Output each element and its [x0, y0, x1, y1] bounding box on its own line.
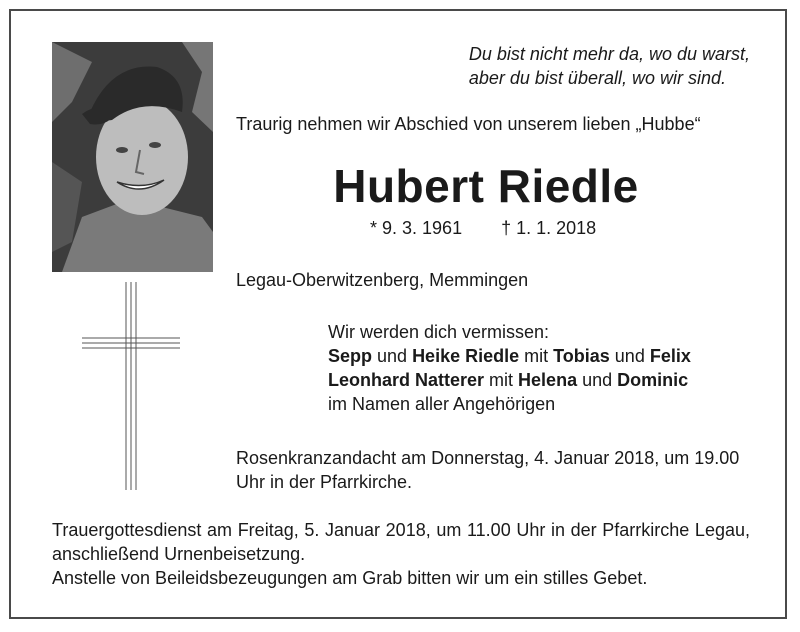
quote-line-1: Du bist nicht mehr da, wo du warst, — [468, 44, 750, 64]
mourners-heading: Wir werden dich vermissen: — [328, 322, 550, 342]
mourners-line-1 — [328, 344, 691, 368]
memorial-quote — [469, 42, 750, 90]
quote-line-2: aber du bist überall, wo wir sind. — [468, 68, 726, 88]
connector-text: und — [609, 346, 650, 366]
death-date: † 1. 1. 2018 — [501, 218, 597, 238]
condolence-note: Anstelle von Beileidsbezeugungen am Grab bitten wir um ein stilles Gebet. — [52, 568, 648, 588]
birth-date: * 9. 3. 1961 — [370, 218, 463, 238]
mourner-name: Dominic — [617, 370, 689, 390]
mourners-block — [328, 320, 691, 416]
life-dates — [370, 218, 630, 239]
connector-text: und — [372, 346, 413, 366]
connector-text: mit — [484, 370, 519, 390]
intro-text: Traurig nehmen wir Abschied von unserem lieben „Hubbe“ — [236, 114, 701, 134]
mourner-name: Helena — [518, 370, 578, 390]
mourner-name: Felix — [649, 346, 691, 366]
funeral-service-notice: Trauergottesdienst am Freitag, 5. Januar 2018, um 11.00 Uhr in der Pfarrkirche Legau, anschließend Urnenbeisetzung. — [52, 520, 750, 564]
mourners-line-2 — [328, 368, 691, 392]
mourner-name: Leonhard Natterer — [328, 370, 485, 390]
connector-text: mit — [519, 346, 554, 366]
deceased-name: Hubert Riedle — [333, 160, 639, 212]
mourner-name: Sepp — [328, 346, 373, 366]
mourner-name: Tobias — [553, 346, 610, 366]
portrait-photo — [52, 42, 213, 272]
hometown: Legau-Oberwitzenberg, Memmingen — [236, 270, 529, 290]
mourner-name: Heike Riedle — [412, 346, 520, 366]
cross-icon — [82, 282, 182, 497]
rosary-notice: Rosenkranzandacht am Donnerstag, 4. Januar 2018, um 19.00 Uhr in der Pfarrkirche. — [236, 448, 740, 492]
connector-text: und — [577, 370, 618, 390]
mourners-line-3: im Namen aller Angehörigen — [328, 394, 556, 414]
